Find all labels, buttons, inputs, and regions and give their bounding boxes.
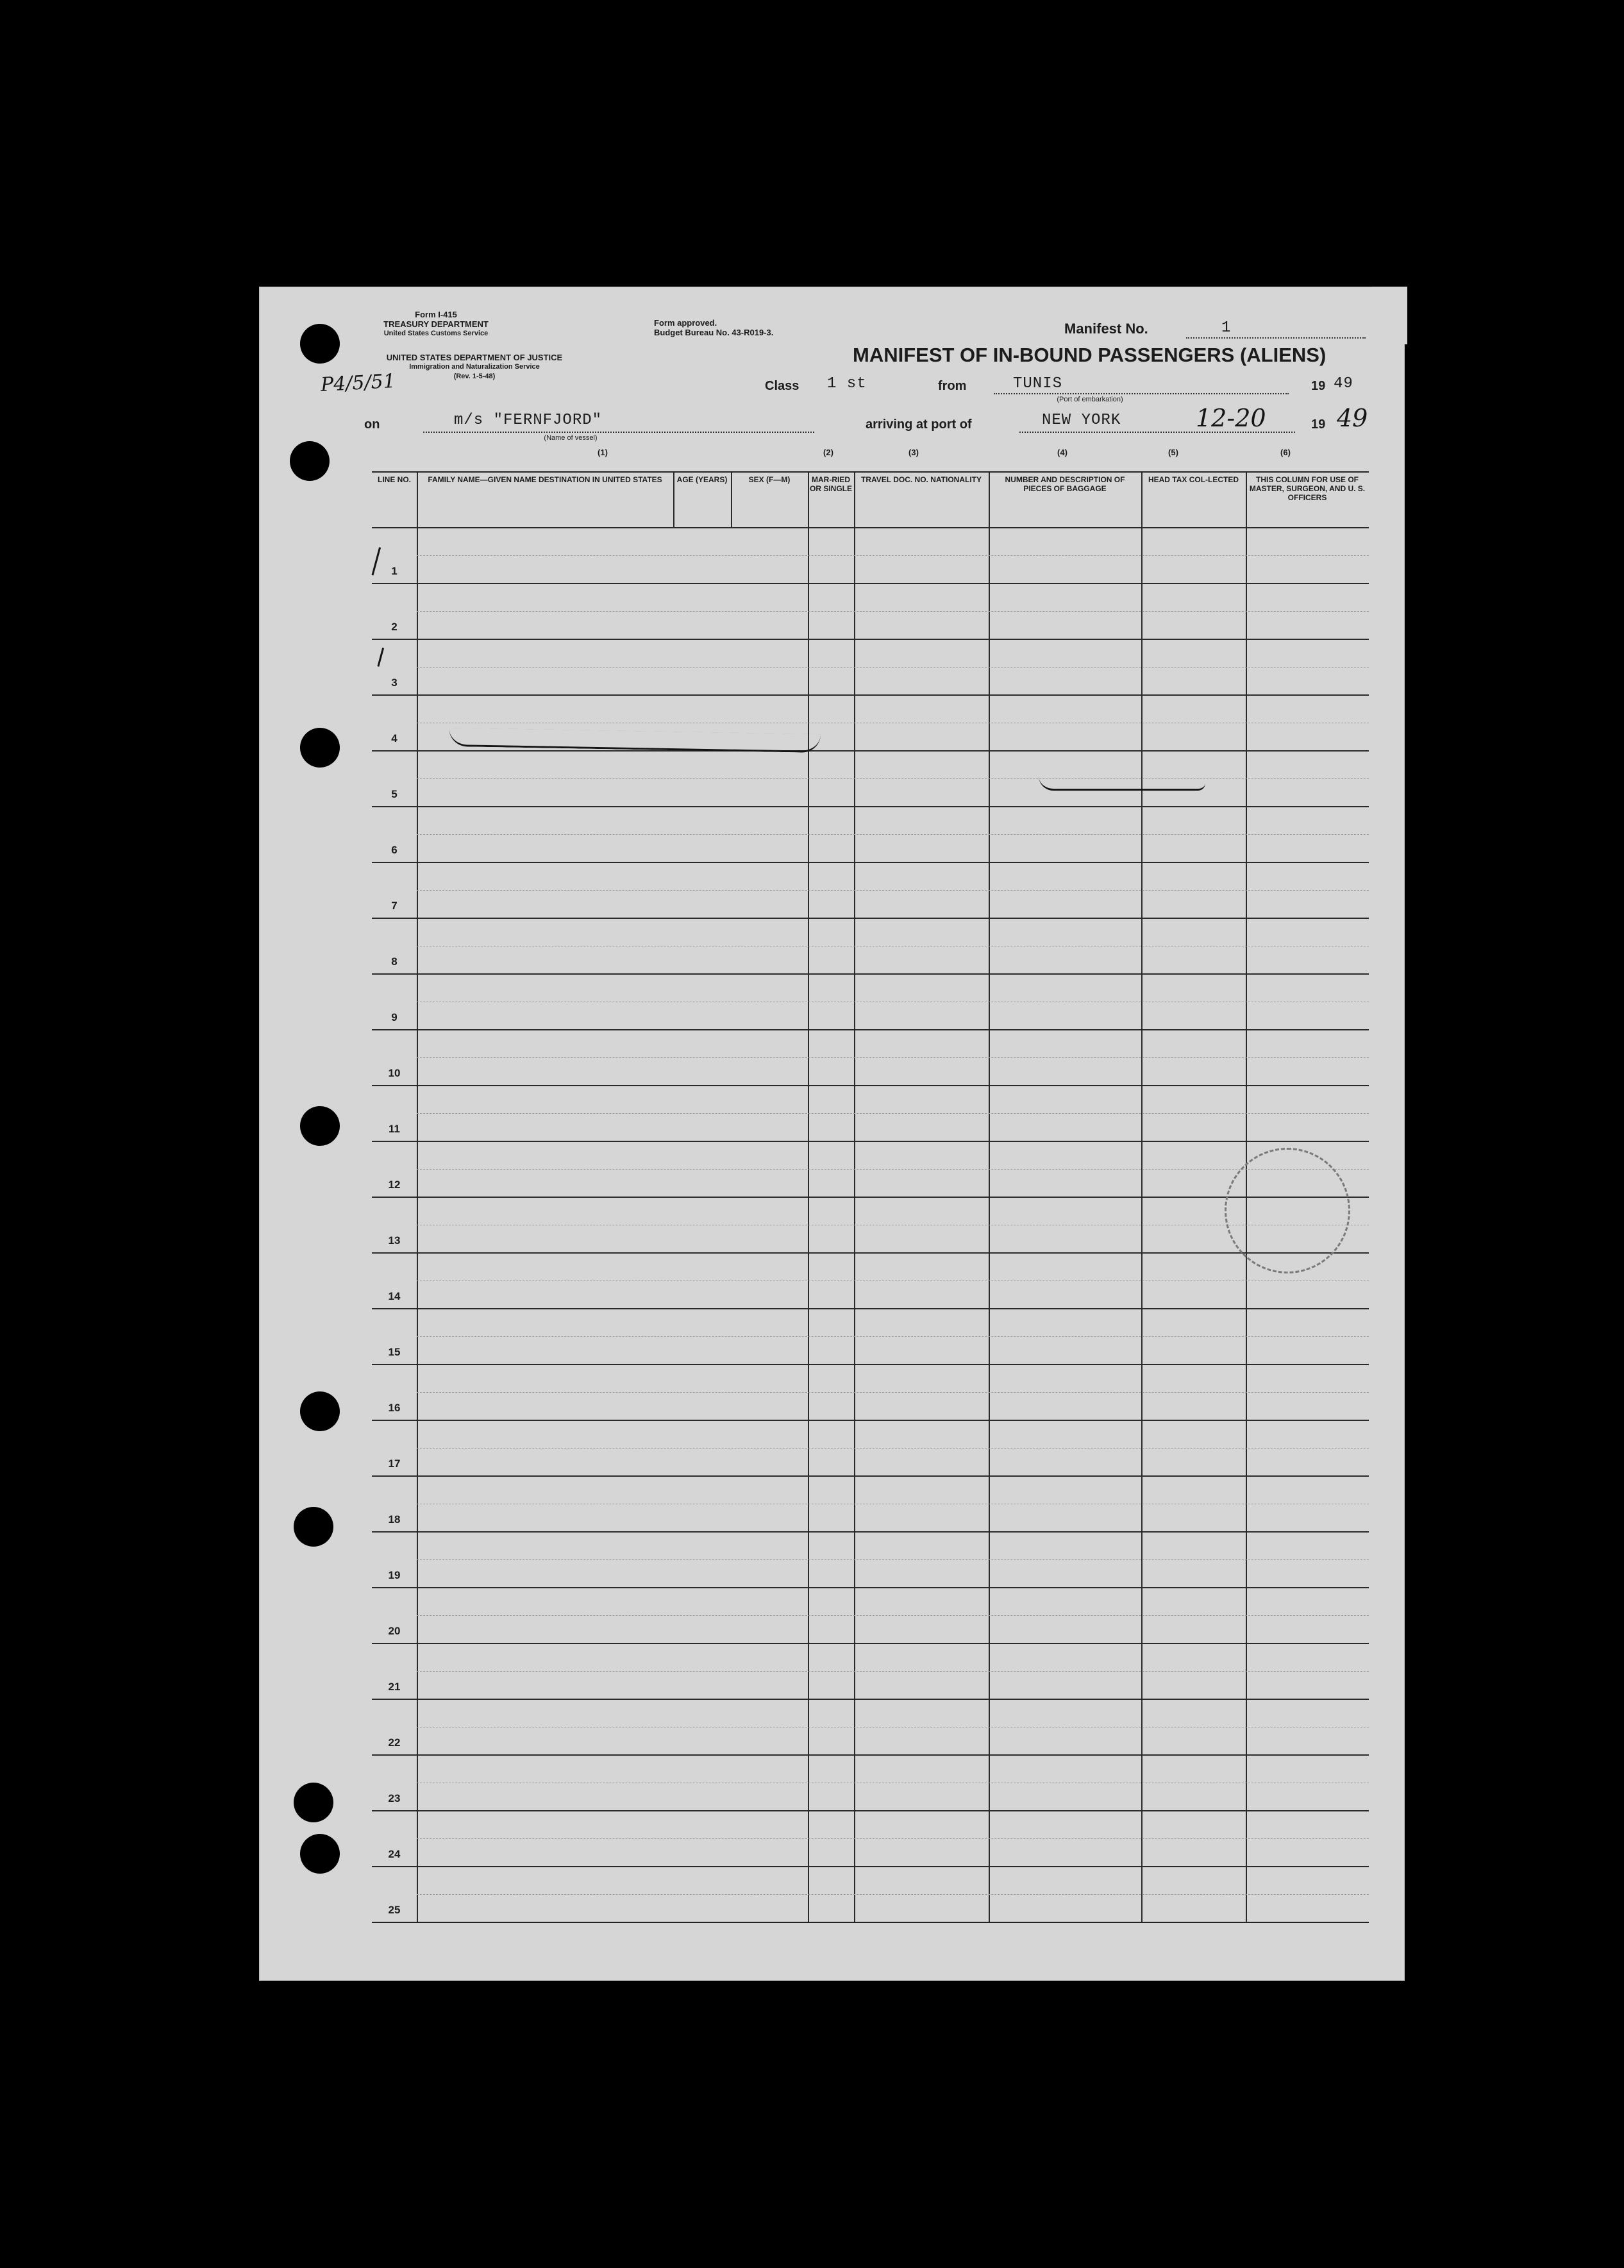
- table-row: [372, 862, 1369, 918]
- line-number: 4: [391, 732, 398, 744]
- row-guide: [417, 1169, 1369, 1170]
- row-guide: [417, 1057, 1369, 1058]
- line-number: 10: [388, 1067, 401, 1079]
- line-number: 11: [389, 1123, 400, 1135]
- line-number: 9: [391, 1011, 398, 1023]
- embarkation-note: (Port of embarkation): [1057, 396, 1123, 403]
- table-row: [372, 527, 1369, 583]
- column-header: NUMBER AND DESCRIPTION OF PIECES OF BAGGAGE: [1005, 475, 1125, 493]
- manifest-no-line: [1186, 337, 1366, 339]
- table-row: [372, 1197, 1369, 1252]
- row-guide: [417, 1113, 1369, 1114]
- binder-hole: [300, 1391, 340, 1431]
- line-number: 12: [388, 1179, 401, 1191]
- line-number: 7: [391, 900, 398, 912]
- manifest-no-label: Manifest No.: [1064, 321, 1148, 337]
- line-number: 3: [391, 676, 398, 689]
- table-row: [372, 1643, 1369, 1699]
- table-row: [372, 750, 1369, 806]
- year-value-2: 49: [1337, 404, 1368, 432]
- row-guide: [417, 1559, 1369, 1560]
- col-number: (2): [823, 448, 833, 457]
- table-row: [372, 918, 1369, 973]
- binder-hole: [300, 728, 340, 768]
- line-number: 1: [391, 565, 398, 577]
- binder-hole: [294, 1507, 333, 1547]
- on-label: on: [364, 417, 380, 432]
- line-number: 6: [391, 844, 398, 856]
- year-prefix-2: 19: [1311, 417, 1326, 432]
- table-row: [372, 1085, 1369, 1141]
- table-row: [372, 1364, 1369, 1420]
- from-line: [994, 393, 1289, 394]
- table-row: [372, 1029, 1369, 1085]
- line-number: 21: [388, 1681, 401, 1693]
- table-row: [372, 1754, 1369, 1810]
- class-label: Class: [765, 379, 799, 393]
- col-number: (3): [908, 448, 919, 457]
- row-guide: [417, 778, 1369, 779]
- line-number: 15: [388, 1346, 401, 1358]
- vessel-name: m/s "FERNFJORD": [454, 412, 603, 429]
- class-value: 1 st: [827, 375, 867, 392]
- arriving-label: arriving at port of: [866, 417, 972, 432]
- row-guide: [417, 1894, 1369, 1895]
- row-guide: [417, 834, 1369, 835]
- line-number: 23: [388, 1792, 401, 1804]
- table-row: [372, 1475, 1369, 1531]
- arrival-port: NEW YORK: [1042, 412, 1121, 429]
- row-guide: [417, 1615, 1369, 1616]
- line-number: 8: [391, 955, 398, 968]
- manifest-title: MANIFEST OF IN-BOUND PASSENGERS (ALIENS): [853, 344, 1327, 366]
- table-row: [372, 1587, 1369, 1643]
- binder-hole: [294, 1783, 333, 1822]
- binder-hole: [300, 1834, 340, 1874]
- from-label: from: [938, 379, 967, 393]
- table-row: [372, 973, 1369, 1029]
- line-number: 2: [391, 621, 398, 633]
- table-row: [372, 1308, 1369, 1364]
- binder-hole: [300, 1106, 340, 1146]
- row-guide: [417, 555, 1369, 556]
- vessel-line: [423, 432, 814, 433]
- column-header: SEX (F—M): [748, 475, 791, 484]
- line-number: 16: [388, 1402, 401, 1414]
- row-guide: [417, 611, 1369, 612]
- table-row: [372, 1141, 1369, 1197]
- col-number: (1): [598, 448, 608, 457]
- table-row: [372, 1420, 1369, 1475]
- table-row: [372, 583, 1369, 639]
- line-number: 22: [388, 1736, 401, 1749]
- department-block: UNITED STATES DEPARTMENT OF JUSTICE Immigration and Naturalization Service (Rev. 1-5-48): [386, 353, 563, 380]
- embarkation-port: TUNIS: [1013, 375, 1063, 392]
- passenger-table: [372, 471, 1369, 1923]
- column-header: THIS COLUMN FOR USE OF MASTER, SURGEON, AND U. S. OFFICERS: [1249, 475, 1366, 502]
- col-number: (6): [1280, 448, 1291, 457]
- line-number: 20: [388, 1625, 401, 1637]
- inspection-stamp: [1225, 1148, 1350, 1273]
- vessel-note: (Name of vessel): [544, 434, 598, 442]
- baggage-signature-scrawl: [1039, 776, 1205, 791]
- column-divider: [673, 473, 674, 527]
- line-number: 25: [388, 1904, 401, 1916]
- line-number: 19: [388, 1569, 401, 1581]
- column-header: MAR-RIED OR SINGLE: [810, 475, 853, 493]
- line-number: 17: [388, 1457, 401, 1470]
- table-row: [372, 1252, 1369, 1308]
- form-number-block: Form I-415 TREASURY DEPARTMENT United States Customs Service: [383, 310, 489, 337]
- table-row: [372, 806, 1369, 862]
- table-row: [372, 1810, 1369, 1866]
- manifest-no-value: 1: [1221, 319, 1232, 337]
- column-divider: [731, 473, 732, 527]
- corner-annotation: P4/5/51: [320, 369, 396, 397]
- line-number: 18: [388, 1513, 401, 1525]
- table-row: [372, 1866, 1369, 1922]
- col-number: (5): [1168, 448, 1178, 457]
- row-guide: [417, 1448, 1369, 1449]
- arrival-line: [1019, 432, 1295, 433]
- approval-block: Form approved. Budget Bureau No. 43-R019-3.: [654, 318, 774, 337]
- binder-hole: [290, 441, 330, 481]
- line-number: 5: [391, 788, 398, 800]
- row-guide: [417, 1336, 1369, 1337]
- row-guide: [417, 1838, 1369, 1839]
- year-value-1: 49: [1334, 375, 1353, 392]
- table-row: [372, 1531, 1369, 1587]
- column-header: LINE NO.: [377, 475, 411, 484]
- binder-hole: [300, 324, 340, 364]
- column-header: TRAVEL DOC. NO. NATIONALITY: [861, 475, 982, 484]
- column-header: FAMILY NAME—GIVEN NAME DESTINATION IN UNITED STATES: [428, 475, 662, 484]
- line-number: 13: [388, 1234, 401, 1247]
- col-number: (4): [1057, 448, 1067, 457]
- line-number: 24: [388, 1848, 401, 1860]
- row-guide: [417, 1671, 1369, 1672]
- table-row: [372, 639, 1369, 694]
- year-prefix-1: 19: [1311, 379, 1326, 393]
- line-number: 14: [388, 1290, 401, 1302]
- page-corner-tab: [1372, 287, 1407, 344]
- arrival-date: 12-20: [1196, 404, 1266, 432]
- row-guide: [417, 890, 1369, 891]
- row-guide: [417, 667, 1369, 668]
- table-row: [372, 1699, 1369, 1754]
- row-guide: [417, 1392, 1369, 1393]
- column-header: AGE (YEARS): [676, 475, 728, 484]
- column-header: HEAD TAX COL-LECTED: [1148, 475, 1239, 484]
